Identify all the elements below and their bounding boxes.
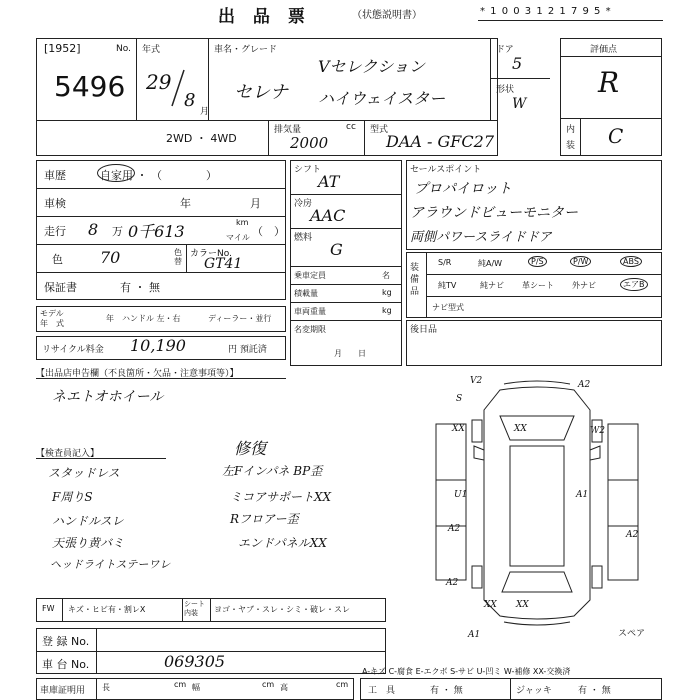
mileage-man-value: 8 (88, 220, 99, 239)
mark-xx-2: XX (514, 424, 527, 434)
inspection-label: 車検 (44, 197, 66, 210)
tools-value: 有 ・ 無 (430, 686, 463, 696)
capacity-unit: 名 (382, 271, 390, 280)
equip-airbag: エアB (620, 278, 648, 291)
mark-w2: W2 (590, 426, 605, 436)
year-slash (168, 68, 188, 108)
model-year-year: 年 (106, 314, 114, 323)
capacity-label: 乗車定員 (294, 271, 326, 280)
weight-label: 車両重量 (294, 307, 326, 316)
fw-label: FW (42, 604, 55, 613)
mileage-label: 走行 (44, 225, 66, 238)
inspection-month: 月 (250, 197, 261, 210)
color-no-value: GT41 (204, 256, 243, 272)
mark-a1-bottom: A1 (468, 630, 481, 640)
chassis-label: 車 台 No. (42, 658, 90, 671)
type-label: 型式 (370, 125, 389, 135)
mileage-rest-value: 0千613 (128, 222, 185, 241)
name-change-value: 月 日 (334, 349, 366, 358)
cert-mark-height: 高 (280, 683, 288, 692)
inspector-right-1: 左Fインパネ BP歪 (222, 464, 323, 478)
rating-label: 評価点 (590, 45, 618, 55)
model-year-dealer: ディーラー・並行 (208, 314, 272, 323)
equip-ps: P/S (528, 256, 547, 267)
car-damage-diagram (412, 380, 662, 640)
aircon-label: 冷房 (294, 199, 313, 209)
cert-unit-2: cm (262, 680, 275, 689)
grade-line2: ハイウェイスター (318, 89, 446, 108)
displacement-label: 排気量 (274, 125, 302, 135)
equip-leather: 革シート (522, 281, 554, 290)
fw-conditions: キズ・ヒビ有・割レX (68, 605, 146, 614)
cert-label: 車庫証明用 (40, 686, 86, 696)
shape-value: W (512, 96, 527, 112)
inspector-label: 【検査員記入】 (36, 449, 100, 459)
chassis-value: 069305 (164, 652, 226, 671)
interior-value: C (608, 124, 624, 148)
shift-label: シフト (294, 165, 322, 175)
inspection-year: 年 (180, 197, 191, 210)
inspector-right-4: エンドパネルXX (238, 536, 327, 550)
seat-label: シート内装 (184, 600, 205, 617)
recycle-value: 10,190 (130, 336, 186, 355)
model-year-label-1: モデル (40, 309, 64, 318)
seller-notes-label: 【出品店申告欄（不良箇所・欠品・注意事項等）】 (36, 369, 239, 379)
equip-navi: 純ナビ (480, 281, 504, 290)
registration-label: 登 録 No. (42, 635, 90, 648)
inspector-left-1: スタッドレス (48, 466, 120, 480)
month-value: 8 (184, 90, 196, 111)
spare-label: スペア (618, 629, 646, 639)
aircon-value: AAC (310, 206, 346, 225)
mileage-unit-km: km (236, 218, 249, 227)
mark-a2-bottom: A2 (446, 578, 459, 588)
lot-number: 5496 (54, 70, 126, 103)
inspector-header: 修復 (234, 439, 267, 458)
mark-xx-4: XX (516, 600, 529, 610)
grade-line1: Vセレクション (318, 57, 425, 76)
mileage-man-unit: 万 (112, 225, 123, 238)
mark-a2-top: A2 (578, 380, 591, 390)
model-label: 車名・グレード (214, 45, 278, 55)
mark-a2-left: A2 (448, 524, 461, 534)
inspector-left-2: F周りS (52, 490, 93, 504)
mark-a2-right: A2 (626, 530, 639, 540)
equip-ext-navi: 外ナビ (572, 281, 596, 290)
rating-value: R (598, 66, 620, 99)
cert-mark-length: 長 (102, 683, 110, 692)
damage-legend: A-キズ C-腐食 E-エクボ S-サビ U-凹ミ W-補修 XX-交換済 (362, 667, 571, 676)
cert-unit-1: cm (174, 680, 187, 689)
afterfit-box (406, 320, 662, 366)
shift-value: AT (318, 172, 340, 191)
doors-label: ドア (496, 45, 514, 55)
doors-value: 5 (512, 54, 523, 73)
lot-no-label: No. (116, 44, 131, 54)
mark-v2: V2 (470, 376, 483, 386)
cert-mark-width: 幅 (192, 683, 200, 692)
mark-s: S (456, 394, 463, 404)
form-title: 出 品 票 (218, 7, 311, 27)
inspector-left-3: ハンドルスレ (52, 514, 124, 528)
color-value: 70 (100, 248, 121, 267)
mechanical-table (290, 160, 402, 366)
selling-point-2: アラウンドビューモニター (410, 205, 578, 221)
year-value: 29 (146, 70, 172, 94)
warranty-label: 保証書 (44, 281, 77, 294)
selling-point-3: 両側パワースライドドア (410, 230, 552, 245)
color-change-label: 色替 (174, 248, 182, 266)
year-label: 年式 (142, 45, 161, 55)
equip-abs: ABS (620, 256, 642, 267)
shape-label: 形状 (496, 85, 515, 95)
interior-label-1: 内 (566, 125, 576, 135)
cert-unit-3: cm (336, 680, 349, 689)
model-name: セレナ (234, 82, 288, 103)
name-change-label: 名変期限 (294, 325, 326, 334)
seller-notes-text: ネエトオホイール (52, 389, 164, 405)
form-subtitle: （状態説明書） (352, 10, 422, 21)
inspector-right-2: ミコアサポートXX (230, 490, 332, 504)
fuel-label: 燃料 (294, 233, 313, 243)
warranty-value: 有 ・ 無 (120, 281, 160, 294)
mark-xx-3: XX (484, 600, 497, 610)
equip-pw: P/W (570, 256, 591, 267)
displacement-unit: cc (346, 122, 356, 132)
load-unit: kg (382, 288, 392, 297)
mileage-unit-mile: マイル (226, 233, 250, 242)
tools-label: 工 具 (368, 686, 396, 696)
mark-xx-1: XX (452, 424, 465, 434)
lot-bracket-number: [1952] (44, 42, 81, 55)
interior-label-2: 装 (566, 141, 576, 151)
load-label: 積載量 (294, 289, 318, 298)
jack-value: 有 ・ 無 (578, 686, 611, 696)
selling-points-label: セールスポイント (410, 165, 482, 175)
equipment-label: 装備品 (410, 263, 420, 297)
inspector-left-5: ヘッドライトステーワレ (50, 558, 171, 571)
drive-options: 2WD ・ 4WD (166, 132, 237, 145)
afterfit-label: 後日品 (410, 325, 438, 335)
tools-row (360, 678, 662, 700)
history-label: 車歴 (44, 169, 66, 182)
color-no-label: カラーNo. (190, 249, 232, 259)
selling-point-1: プロパイロット (414, 181, 512, 197)
jack-label: ジャッキ (516, 686, 552, 696)
mark-a1-right: A1 (576, 490, 589, 500)
weight-unit: kg (382, 306, 392, 315)
recycle-unit: 円 預託済 (228, 345, 267, 355)
fuel-value: G (330, 240, 343, 259)
equip-tv: 純TV (438, 281, 457, 290)
seat-conditions: ヨゴ・ヤブ・スレ・シミ・破レ・スレ (214, 605, 350, 614)
model-year-handle: ハンドル 左・右 (122, 314, 181, 323)
recycle-label: リサイクル料金 (42, 345, 104, 355)
displacement-value: 2000 (290, 134, 329, 152)
color-label: 色 (52, 253, 63, 266)
history-options: 自家用 ・ （ ） (100, 169, 217, 182)
mark-u1: U1 (454, 490, 468, 500)
type-value: DAA - GFC27 (386, 132, 494, 151)
inspector-right-3: Rフロアー歪 (230, 512, 299, 526)
model-year-label-2: 年 式 (40, 319, 64, 328)
equip-sr: S/R (438, 258, 452, 267)
navi-type-label: ナビ型式 (432, 303, 464, 312)
mileage-paren: （ ） (252, 225, 285, 238)
history-selected-circle (97, 164, 135, 182)
inspector-left-4: 天張り黄バミ (52, 536, 125, 550)
equip-aw: 純A/W (478, 259, 503, 268)
month-suffix: 月 (200, 107, 210, 117)
serial-number: * 1 0 0 3 1 2 1 7 9 5 * (480, 6, 612, 17)
